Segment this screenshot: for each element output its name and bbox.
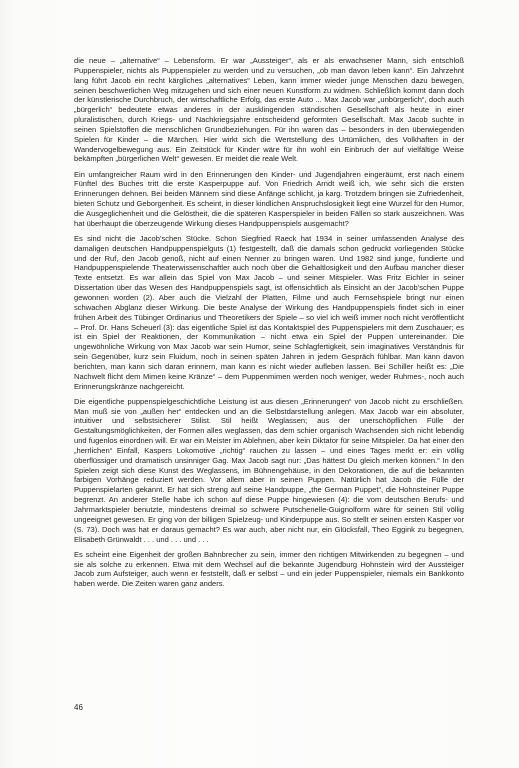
- paragraph-3: Es sind nicht die Jacob’schen Stücke. Schon Siegfried Raeck hat 1934 in seiner umfassenden Analyse des damaligen deutschen Handpuppenspielguts (1) festgestellt, daß die damals schon gedruckt vorliegenden Stücke und der Ruf, den Jacob genoß, nicht auf einen Nenner zu bringen waren. Und 1982 sind junge, fundierte und Handpuppenspielende Theaterwissenschaftler auch noch über die Gehaltlosigkeit und den Aufbau mancher dieser Texte entsetzt. Es war allein das Spiel von Max Jacob – und seiner Mitspieler. Was Fritz Eichler in seiner Dissertation über das Wesen des Handpuppenspiels sagt, ist offensichtlich als Einsicht an der Jacob’schen Puppe gewonnen worden (2). Aber auch die Vielzahl der Platten, Filme und auch Fernsehspiele bringt nur einen schwachen Abglanz dieser Wirkung. Die beste Analyse der Wirkung des Handpuppenspiels findet sich in einer frühen Arbeit des Tübinger Ordinarius und Theoretikers der Spiele – so viel ich weiß immer noch nicht veröffentlicht – Prof. Dr. Hans Scheuerl (3): das eigentliche Spiel ist das Kontaktspiel des Puppenspielers mit dem Zuschauer; es ist ein Spiel der Reaktionen, der Kommunikation – nicht etwa ein Spiel der Puppen untereinander. Die ungewöhnliche Wirkung von Max Jacob war sein Humor, seine Schlagfertigkeit, sein imaginatives Verständnis für sein Gegenüber, kurz sein Fluidum, noch in seinen späten Jahren in jedem Gespräch fühlbar. Man kann davon berichten, man kann sich daran erinnern, man kann es nicht wieder aufleben lassen. Bei Schiller heißt es: „Die Nachwelt flicht dem Mimen keine Kränze“ – dem Puppenmimen werden noch weniger, weder Ruhmes-, noch auch Erinnerungskränze nachgereicht.: [74, 233, 464, 391]
- paragraph-4: Die eigentliche puppenspielgeschichtliche Leistung ist aus diesen „Erinnerungen“ von Jacob nicht zu erschließen. Man muß sie von „außen her“ entdecken und an die Selbstdarstellung anlegen. Max Jacob war ein absoluter, intuitiver und selbstsicherer Stilist. Stil heißt Weglassen; aus der unerschöpflichen Fülle der Gestaltungsmöglichkeiten, der Formen alles weglassen, das dem schier organisch Wachsenden sich nicht lebendig und fugenlos einordnen will. Er war ein Meister im Ablehnen, aber kein Diktator für seine Mitspieler. Da hat einer den „herrlichen“ Einfall, Kaspers Lokomotive „richtig“ rauchen zu lassen – und eines Tages merkt er: ein völlig überflüssiger und dramatisch unsinniger Gag. Max Jacob sagt nur: „Das hättest Du gleich merken können.“ In den Spielen zeigt sich diese Kunst des Weglassens, im Bühnengehäuse, in den Dekorationen, die auf die bekannten farbigen Vorhänge reduziert werden. Vor allem aber in seinen Puppen. Natürlich hat Jacob die Fülle der Puppenspielarten gekannt. Er hat sich streng auf seine Handpuppe, „the German Puppet“, die Hohnsteiner Puppe begrenzt. An anderer Stelle habe ich schon auf diese Puppe hingewiesen (4): die vom deutschen Berufs- und Jahrmarktspieler benutzte, mindestens dreimal so schwere Putschenelle-Guignolform wäre für seinen Stil völlig ungeeignet gewesen. Er ging von der billigen Spielzeug- und Kinderpuppe aus. So stellt er seinen ersten Kasper vor (S. 73). Doch was hat er daraus gemacht? Es war auch, aber nicht nur, ein Glücksfall, Theo Eggink zu begegnen, Elisabeth Grünwaldt . . . und . . . und . . .: [74, 396, 464, 544]
- paragraph-1: die neue – „alternative“ – Lebensform. Er war „Aussteiger“, als er als erwachsener Mann, sich entschloß Puppenspieler, nichts als Puppenspieler zu werden und zu versuchen, „ob man davon leben kann“. Ein Jahrzehnt lang führt Jacob ein recht kärgliches „alternatives“ Leben, kann immer wieder junge Menschen dazu bewegen, seinen beschwerlichen Weg mitzugehen und sich einer neuen Kunstform zu widmen. Schließlich kommt dann doch der künstlerische Durchbruch, der wirtschaftliche Erfolg, das erste Auto ... Max Jacob war „unbürgerlich“, doch auch „bürgerlich“ bedeutete etwas anderes in der ausklingenden ständischen Gesellschaft als heute in einer pluralistischen, durch Kriegs- und Nachkriegsjahre entscheidend geformten Gesellschaft. Max Jacob suchte in seinen Spielstoffen die menschlichen Grundbeziehungen. Für ihn waren das – besonders in den überwiegenden Spielen für Kinder – die Märchen. Hier wirkt sich die Wertstellung des Urtümlichen, des Volkhaften in der Wandervogelbewegung aus. Ein Zeitstück für Kinder wäre für ihn wohl ein Einbruch der auf vielfältige Weise bekämpften „bürgerlichen Welt“ gewesen. Er meidet die reale Welt.: [74, 56, 464, 164]
- paragraph-2: Ein umfangreicher Raum wird in den Erinnerungen den Kinder- und Jugendjahren eingeräumt, erst nach einem Fünftel des Buches tritt die erste Kasperpuppe auf. Von Friedrich Arndt weiß ich, wie sehr sich die ersten Erinnerungen dehnen. Bei beiden Männern sind diese Anfänge schlicht, ja karg. Trotzdem bringen sie Zufriedenheit, bieten Schutz und Geborgenheit. Es scheint, in dieser kindlichen Anspruchslosigkeit liegt eine Wurzel für den Humor, die Ausgeglichenheit und die Gelöstheit, die die späteren Kasperspieler in beiden Fällen so stark auszeichnen. Was hat überhaupt die überzeugende Wirkung dieses Handpuppenspiels ausgemacht?: [74, 169, 465, 228]
- page-number: 46: [74, 703, 83, 712]
- text-column: [74, 56, 464, 594]
- paragraph-5: Es scheint eine Eigenheit der großen Bahnbrecher zu sein, immer den richtigen Mitwirkenden zu begegnen – und sie als solche zu erkennen. Etwa mit dem Wechsel auf die bekannte Jugendburg Hohnstein wird der Aussteiger Jacob zum Aufsteiger, auch wenn er feststellt, daß er selbst – und ein jeder Puppenspieler, niemals ein Bankkonto haben werde. Die Zeiten waren ganz anders.: [74, 549, 464, 589]
